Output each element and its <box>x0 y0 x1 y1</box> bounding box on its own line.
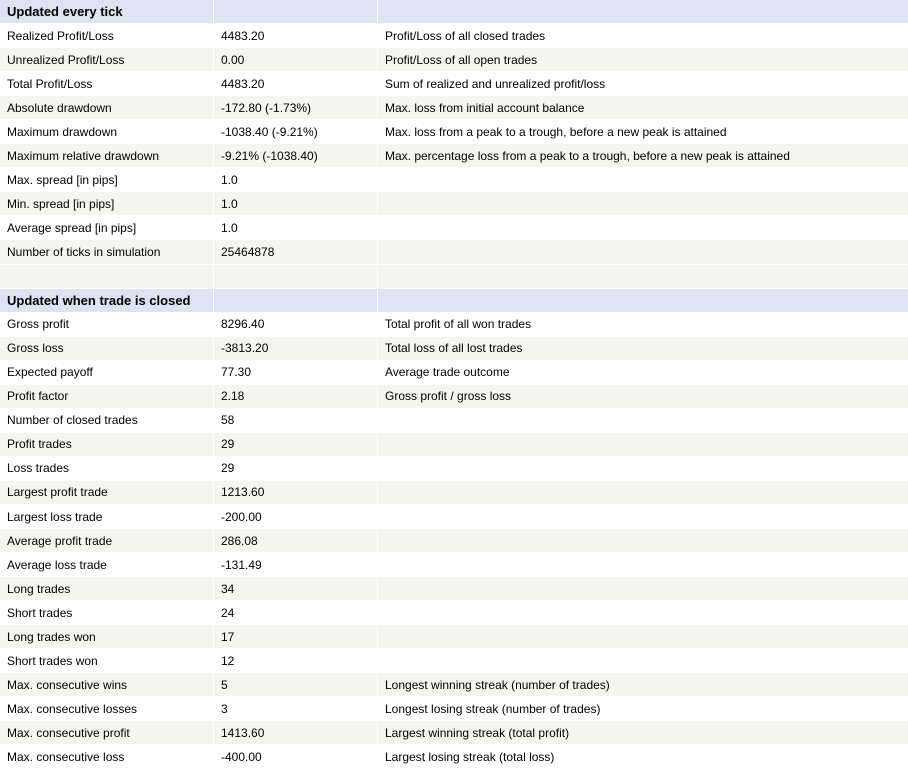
metric-name: Profit trades <box>0 433 214 456</box>
metric-value: 1413.60 <box>214 721 378 744</box>
table-row <box>0 481 908 505</box>
metric-value: -131.49 <box>214 553 378 576</box>
metric-name: Gross loss <box>0 337 214 360</box>
metric-value: 4483.20 <box>214 24 378 47</box>
metric-value: 29 <box>214 433 378 456</box>
metric-description: Largest winning streak (total profit) <box>385 725 570 740</box>
table-row <box>0 361 908 385</box>
metric-name: Max. consecutive loss <box>0 745 214 768</box>
metric-name: Profit factor <box>0 385 214 408</box>
metric-description <box>378 553 908 576</box>
metric-value: 1.0 <box>214 192 378 215</box>
metric-description <box>378 240 908 263</box>
metric-description: Max. loss from a peak to a trough, before a new peak is attained <box>385 124 727 139</box>
metric-description: Longest losing streak (number of trades) <box>385 701 601 716</box>
metric-description <box>378 577 908 600</box>
metric-description: Profit/Loss of all closed trades <box>385 28 546 43</box>
metric-description: Longest winning streak (number of trades) <box>385 677 610 692</box>
metric-value: 5 <box>214 673 378 696</box>
metric-description: Total loss of all lost trades <box>385 341 523 356</box>
metric-description: Largest losing streak (total loss) <box>385 749 555 764</box>
header-cell <box>214 0 378 23</box>
metric-value: 25464878 <box>214 240 378 263</box>
metric-name: Unrealized Profit/Loss <box>0 48 214 71</box>
spacer-cell <box>0 265 214 288</box>
metric-value: 1213.60 <box>214 481 378 504</box>
table-row <box>0 625 908 649</box>
metric-name: Long trades won <box>0 625 214 648</box>
metric-value: -172.80 (-1.73%) <box>214 96 378 119</box>
metric-value: 12 <box>214 649 378 672</box>
table-row <box>0 48 908 72</box>
table-row <box>0 216 908 240</box>
metric-name: Maximum relative drawdown <box>0 144 214 167</box>
metric-value: 24 <box>214 601 378 624</box>
table-row <box>0 96 908 120</box>
metric-name: Max. consecutive profit <box>0 721 214 744</box>
metric-description <box>378 433 908 456</box>
metric-description <box>378 168 908 191</box>
metric-name: Short trades won <box>0 649 214 672</box>
metric-description: Profit/Loss of all open trades <box>385 52 538 67</box>
table-row <box>0 697 908 721</box>
metric-value: 286.08 <box>214 529 378 552</box>
metric-name: Gross profit <box>0 313 214 336</box>
metric-value: 1.0 <box>214 216 378 239</box>
header-cell <box>378 0 908 23</box>
table-row <box>0 337 908 361</box>
table-row <box>0 457 908 481</box>
section-title: Updated every tick <box>0 0 214 23</box>
spacer-cell <box>214 265 378 288</box>
metric-description: Max. percentage loss from a peak to a trough, before a new peak is attained <box>385 148 790 163</box>
metric-value: 34 <box>214 577 378 600</box>
metric-name: Max. spread [in pips] <box>0 168 214 191</box>
metric-description: Sum of realized and unrealized profit/loss <box>385 76 606 91</box>
table-row <box>0 745 908 769</box>
table-row <box>0 168 908 192</box>
metric-name: Max. consecutive losses <box>0 697 214 720</box>
metric-name: Average spread [in pips] <box>0 216 214 239</box>
metric-value: 0.00 <box>214 48 378 71</box>
metric-value: -200.00 <box>214 505 378 528</box>
metric-name: Loss trades <box>0 457 214 480</box>
table-row <box>0 144 908 168</box>
spacer-row <box>0 265 908 289</box>
table-row <box>0 120 908 144</box>
table-row <box>0 192 908 216</box>
metric-name: Largest loss trade <box>0 505 214 528</box>
metric-description: Total profit of all won trades <box>385 317 532 332</box>
metric-name: Average loss trade <box>0 553 214 576</box>
metric-description <box>378 601 908 624</box>
table-row <box>0 553 908 577</box>
metric-name: Total Profit/Loss <box>0 72 214 95</box>
metric-value: 17 <box>214 625 378 648</box>
metric-name: Maximum drawdown <box>0 120 214 143</box>
metric-value: 8296.40 <box>214 313 378 336</box>
metric-description <box>378 625 908 648</box>
table-row <box>0 505 908 529</box>
table-row <box>0 409 908 433</box>
metric-value: 3 <box>214 697 378 720</box>
table-row <box>0 313 908 337</box>
table-row <box>0 529 908 553</box>
metric-value: 1.0 <box>214 168 378 191</box>
metric-name: Number of ticks in simulation <box>0 240 214 263</box>
metric-name: Short trades <box>0 601 214 624</box>
table-row <box>0 649 908 673</box>
metric-value: -3813.20 <box>214 337 378 360</box>
table-row <box>0 240 908 264</box>
table-row <box>0 673 908 697</box>
metric-description <box>378 529 908 552</box>
metric-value: -9.21% (-1038.40) <box>214 144 378 167</box>
metric-value: -1038.40 (-9.21%) <box>214 120 378 143</box>
metric-name: Absolute drawdown <box>0 96 214 119</box>
table-row <box>0 24 908 48</box>
section-header <box>0 0 908 24</box>
header-cell <box>214 289 378 312</box>
metric-description: Average trade outcome <box>385 365 510 380</box>
table-row <box>0 721 908 745</box>
metric-description <box>378 505 908 528</box>
spacer-cell <box>378 265 908 288</box>
section-header <box>0 289 908 313</box>
metric-value: 4483.20 <box>214 72 378 95</box>
metric-value: -400.00 <box>214 745 378 768</box>
section-title: Updated when trade is closed <box>0 289 214 312</box>
table-row <box>0 577 908 601</box>
header-cell <box>378 289 908 312</box>
metric-name: Min. spread [in pips] <box>0 192 214 215</box>
metric-name: Average profit trade <box>0 529 214 552</box>
table-row <box>0 385 908 409</box>
metric-description: Gross profit / gross loss <box>385 389 512 404</box>
metric-name: Max. consecutive wins <box>0 673 214 696</box>
metric-description <box>378 649 908 672</box>
metric-value: 77.30 <box>214 361 378 384</box>
metric-value: 29 <box>214 457 378 480</box>
metric-name: Realized Profit/Loss <box>0 24 214 47</box>
metric-name: Long trades <box>0 577 214 600</box>
metric-description <box>378 409 908 432</box>
metric-name: Expected payoff <box>0 361 214 384</box>
metric-description: Max. loss from initial account balance <box>385 100 585 115</box>
metric-value: 2.18 <box>214 385 378 408</box>
table-row <box>0 433 908 457</box>
metric-description <box>378 192 908 215</box>
table-row <box>0 72 908 96</box>
table-row <box>0 601 908 625</box>
metric-description <box>378 457 908 480</box>
metric-name: Number of closed trades <box>0 409 214 432</box>
metric-name: Largest profit trade <box>0 481 214 504</box>
metric-description <box>378 481 908 504</box>
metric-value: 58 <box>214 409 378 432</box>
metric-description <box>378 216 908 239</box>
